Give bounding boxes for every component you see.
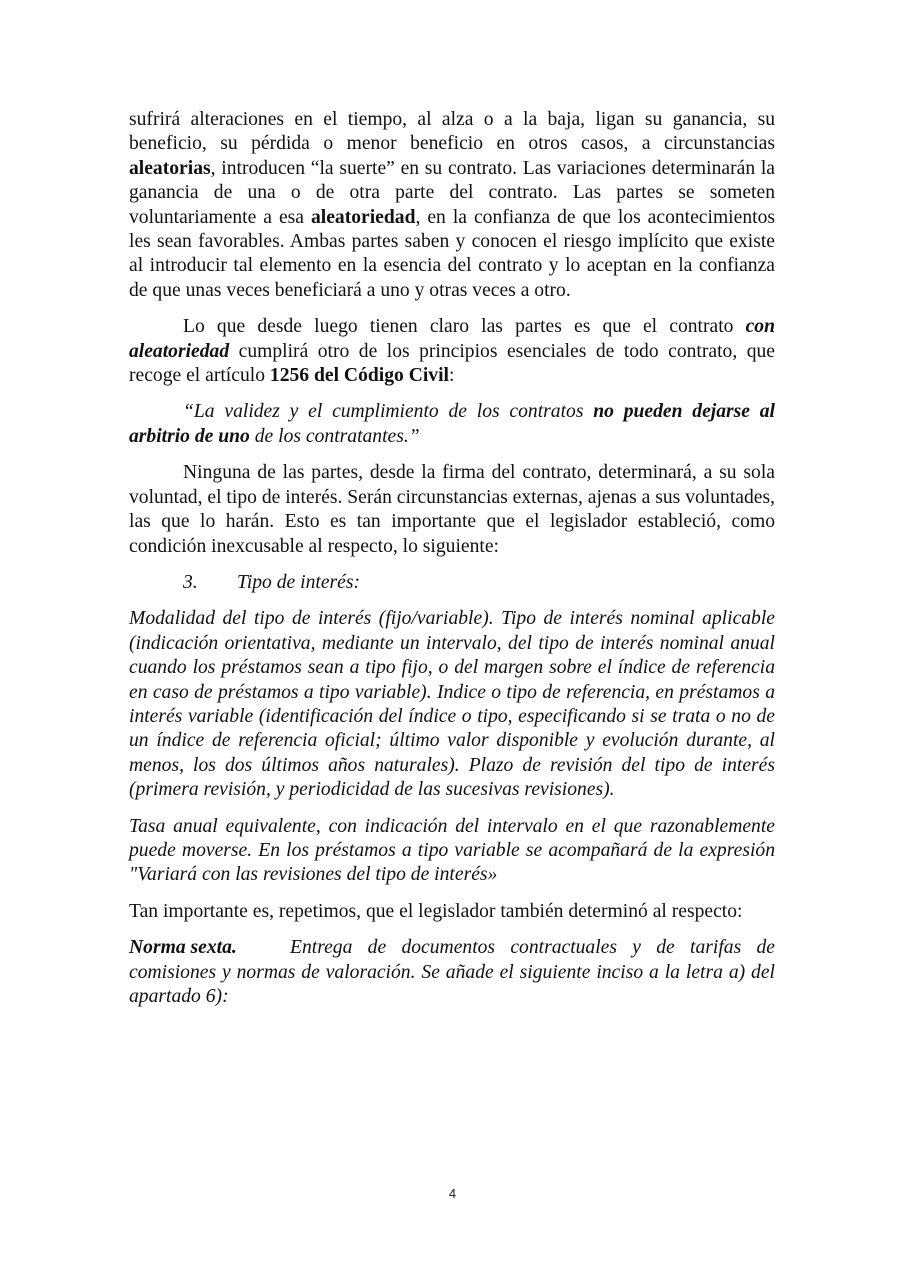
document-page — [129, 108, 775, 1021]
text: Tan importante es, repetimos, que el legislador también determinó al respecto: — [129, 900, 743, 922]
text: de los contratantes.” — [249, 425, 420, 447]
paragraph-tasa-anual — [129, 815, 775, 888]
paragraph-modalidad — [129, 607, 775, 802]
text: , en la confianza de que los acontecimientos les sean favorables. Ambas partes saben y conocen el riesgo implícito que existe al introducir tal elemento en la esencia del contrato y lo aceptan en la confianza de que unas veces beneficiará a uno y otras veces a otro. — [129, 206, 775, 301]
bold-term: aleatoriedad — [310, 206, 416, 228]
bold-italic-term: con aleatoriedad — [129, 316, 775, 362]
paragraph-tan-importante — [129, 900, 775, 924]
text: , introducen “la suerte” en su contrato. Las variaciones determinarán la ganancia de una o de otra parte del contrato. Las partes se someten voluntariamente a esa — [129, 157, 775, 228]
text: Entrega de documentos contractuales y de tarifas de comisiones y normas de valoración. Se añade el siguiente inciso a la letra a) del apartado 6): — [129, 937, 775, 1007]
text: “La validez y el cumplimiento de los contratos — [183, 401, 594, 423]
bold-quote-fragment: no pueden dejarse al arbitrio de uno — [129, 401, 776, 447]
text: Ninguna de las partes, desde la firma del contrato, determinará, a su sola voluntad, el tipo de interés. Serán circunstancias externas, ajenas a sus voluntades, las que lo harán. Esto es tan importante que el legislador estableció, como condición inexcusable al respecto, lo siguiente: — [129, 462, 775, 557]
text: Modalidad del tipo de interés (fijo/variable). Tipo de interés nominal aplicable (indicación orientativa, mediante un intervalo, del tipo de interés nominal anual cuando los préstamos sean a tipo fijo, o del margen sobre el índice de referencia en caso de préstamos a tipo variable). Indice o tipo de referencia, en préstamos a interés variable (identificación del índice o tipo, especificando si se trata o no de un índice de referencia oficial; último valor disponible y evolución durante, al menos, los dos últimos años naturales). Plazo de revisión del tipo de interés (primera revisión, y periodicidad de las sucesivas revisiones). — [129, 608, 775, 801]
quote-article-1256 — [129, 400, 775, 449]
paragraph-interest-rate — [129, 461, 775, 559]
list-label: Tipo de interés: — [237, 571, 360, 593]
bold-term: aleatorias — [129, 157, 211, 179]
norma-label: Norma sexta. — [129, 937, 237, 959]
list-number: 3. — [183, 571, 198, 593]
text: : — [448, 365, 455, 387]
paragraph-norma-sexta — [129, 936, 775, 1009]
list-item-tipo-interes — [183, 571, 775, 595]
text: sufrirá alteraciones en el tiempo, al alza o a la baja, ligan su ganancia, su beneficio, su pérdida o menor beneficio en otros casos, a circunstancias — [129, 109, 775, 155]
paragraph-aleatory-contract — [129, 108, 775, 303]
text: cumplirá otro de los principios esenciales de todo contrato, que recoge el artículo — [129, 340, 775, 387]
text: Tasa anual equivalente, con indicación del intervalo en el que razonablemente puede moverse. En los préstamos a tipo variable se acompañará de la expresión "Variará con las revisiones del tipo de interés» — [129, 815, 775, 886]
text: Lo que desde luego tienen claro las partes es que el contrato — [183, 316, 746, 338]
page-number: 4 — [448, 1186, 457, 1201]
bold-reference: 1256 del Código Civil — [269, 365, 449, 387]
paragraph-civil-code — [129, 315, 775, 388]
